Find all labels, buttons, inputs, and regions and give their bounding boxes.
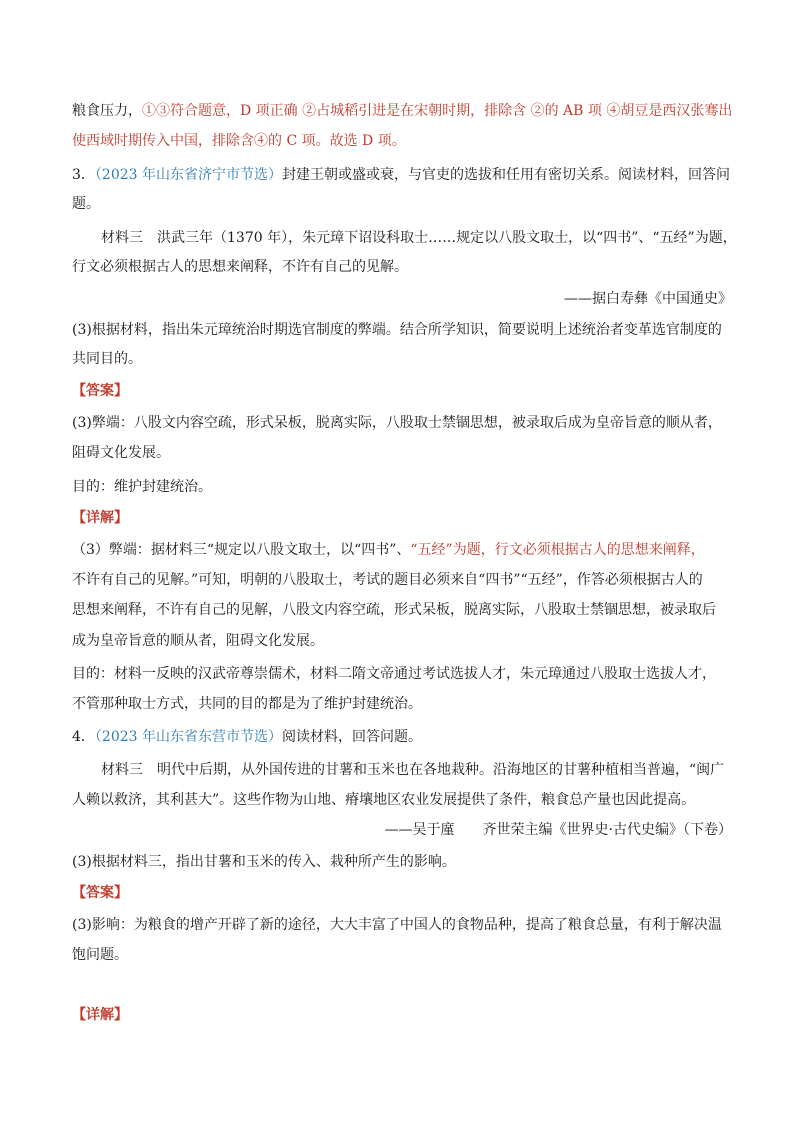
prev-answer-line-1 bbox=[72, 101, 732, 121]
q3-detail-line-5: 目的：材料一反映的汉武帝尊崇儒术，材料二隋文帝通过考试选拔人才，朱元璋通过八股取士选拔人才， bbox=[72, 666, 716, 682]
q3-detail-line-1 bbox=[72, 540, 732, 560]
q3-material-line-1: 材料三 洪武三年（1370 年），朱元璋下诏设科取士……规定以八股文取士，以“四书”、“五经”为题， bbox=[101, 230, 737, 246]
q4-stem-text: 阅读材料，回答问题。 bbox=[282, 729, 423, 745]
q3-material-line-2: 行文必须根据古人的思想来阐释，不许有自己的见解。 bbox=[72, 259, 408, 275]
q3-stem-line-2: 题。 bbox=[72, 196, 100, 212]
q3-detail-line-3: 思想来阐释，不许有自己的见解，八股文内容空疏，形式呆板，脱离实际，八股取士禁锢思想，被录取后 bbox=[72, 602, 716, 618]
q3-answer-tag: 【答案】 bbox=[72, 383, 128, 399]
q3-citation: ——据白寿彝《中国通史》 bbox=[564, 291, 732, 307]
q3-detail-tag: 【详解】 bbox=[72, 510, 128, 526]
q4-source: （2023 年山东省东营市节选） bbox=[94, 729, 283, 745]
prev-answer-highlight-2: ②占城稻引进是在宋朝时期，排除含 ②的 AB 项 ④胡豆是西汉张骞出 bbox=[297, 103, 732, 119]
q3-source: （2023 年山东省济宁市节选） bbox=[94, 167, 283, 183]
q3-detail-line-2: 不许有自己的见解。”可知，明朝的八股取士，考试的题目必须来自“四书”“五经”，作答必须根据古人的 bbox=[72, 572, 703, 588]
q3-stem-text: 封建王朝或盛或衰，与官吏的选拔和任用有密切关系。阅读材料，回答问 bbox=[282, 167, 731, 183]
q3-question-line-1: (3)根据材料，指出朱元璋统治时期选官制度的弊端。结合所学知识，简要说明上述统治者变革选官制度的 bbox=[72, 322, 722, 338]
q3-detail-line-4: 成为皇帝旨意的顺从者，阻碍文化发展。 bbox=[72, 633, 324, 649]
q3-answer-line-3: 目的：维护封建统治。 bbox=[72, 479, 212, 495]
q3-detail-text: （3）弊端：据材料三“规定以八股文取士，以“四书”、 bbox=[72, 542, 411, 558]
q4-answer-tag: 【答案】 bbox=[72, 885, 128, 901]
q3-question-line-2: 共同目的。 bbox=[72, 351, 142, 367]
q4-stem-line bbox=[72, 727, 732, 747]
q4-material-line-1: 材料三 明代中后期，从外国传进的甘薯和玉米也在各地栽种。沿海地区的甘薯种植相当普遍，“闽广 bbox=[101, 762, 725, 778]
q4-answer-line-2: 饱问题。 bbox=[72, 947, 128, 963]
q3-answer-line-1: (3)弊端：八股文内容空疏，形式呆板，脱离实际，八股取士禁锢思想，被录取后成为皇帝旨意的顺从者， bbox=[72, 415, 722, 431]
q4-material-line-2: 人赖以救济，其利甚大”。这些作物为山地、瘠壤地区农业发展提供了条件，粮食总产量也因此提高。 bbox=[72, 792, 696, 808]
q3-detail-highlight: “五经”为题，行文必须根据古人的思想来阐释， bbox=[410, 542, 705, 558]
q4-detail-tag: 【详解】 bbox=[72, 1007, 128, 1023]
q3-answer-line-2: 阻碍文化发展。 bbox=[72, 445, 170, 461]
q3-number: 3． bbox=[72, 167, 95, 183]
q4-answer-line-1: (3)影响：为粮食的增产开辟了新的途径，大大丰富了中国人的食物品种，提高了粮食总量，有利于解决温 bbox=[72, 917, 722, 933]
q4-citation: ——吴于廑 齐世荣主编《世界史·古代史编》（下卷） bbox=[384, 822, 732, 838]
q4-question: (3)根据材料三，指出甘薯和玉米的传入、栽种所产生的影响。 bbox=[72, 854, 456, 870]
q4-number: 4． bbox=[72, 729, 95, 745]
prev-answer-text: 粮食压力， bbox=[72, 103, 142, 119]
q3-detail-line-6: 不管那种取士方式，共同的目的都是为了维护封建统治。 bbox=[72, 696, 422, 712]
prev-answer-highlight: ①③符合题意，D 项正确 bbox=[142, 103, 298, 119]
prev-answer-line-2: 使西域时期传入中国，排除含④的 C 项。故选 D 项。 bbox=[72, 133, 406, 149]
q3-stem-line-1 bbox=[72, 165, 732, 185]
